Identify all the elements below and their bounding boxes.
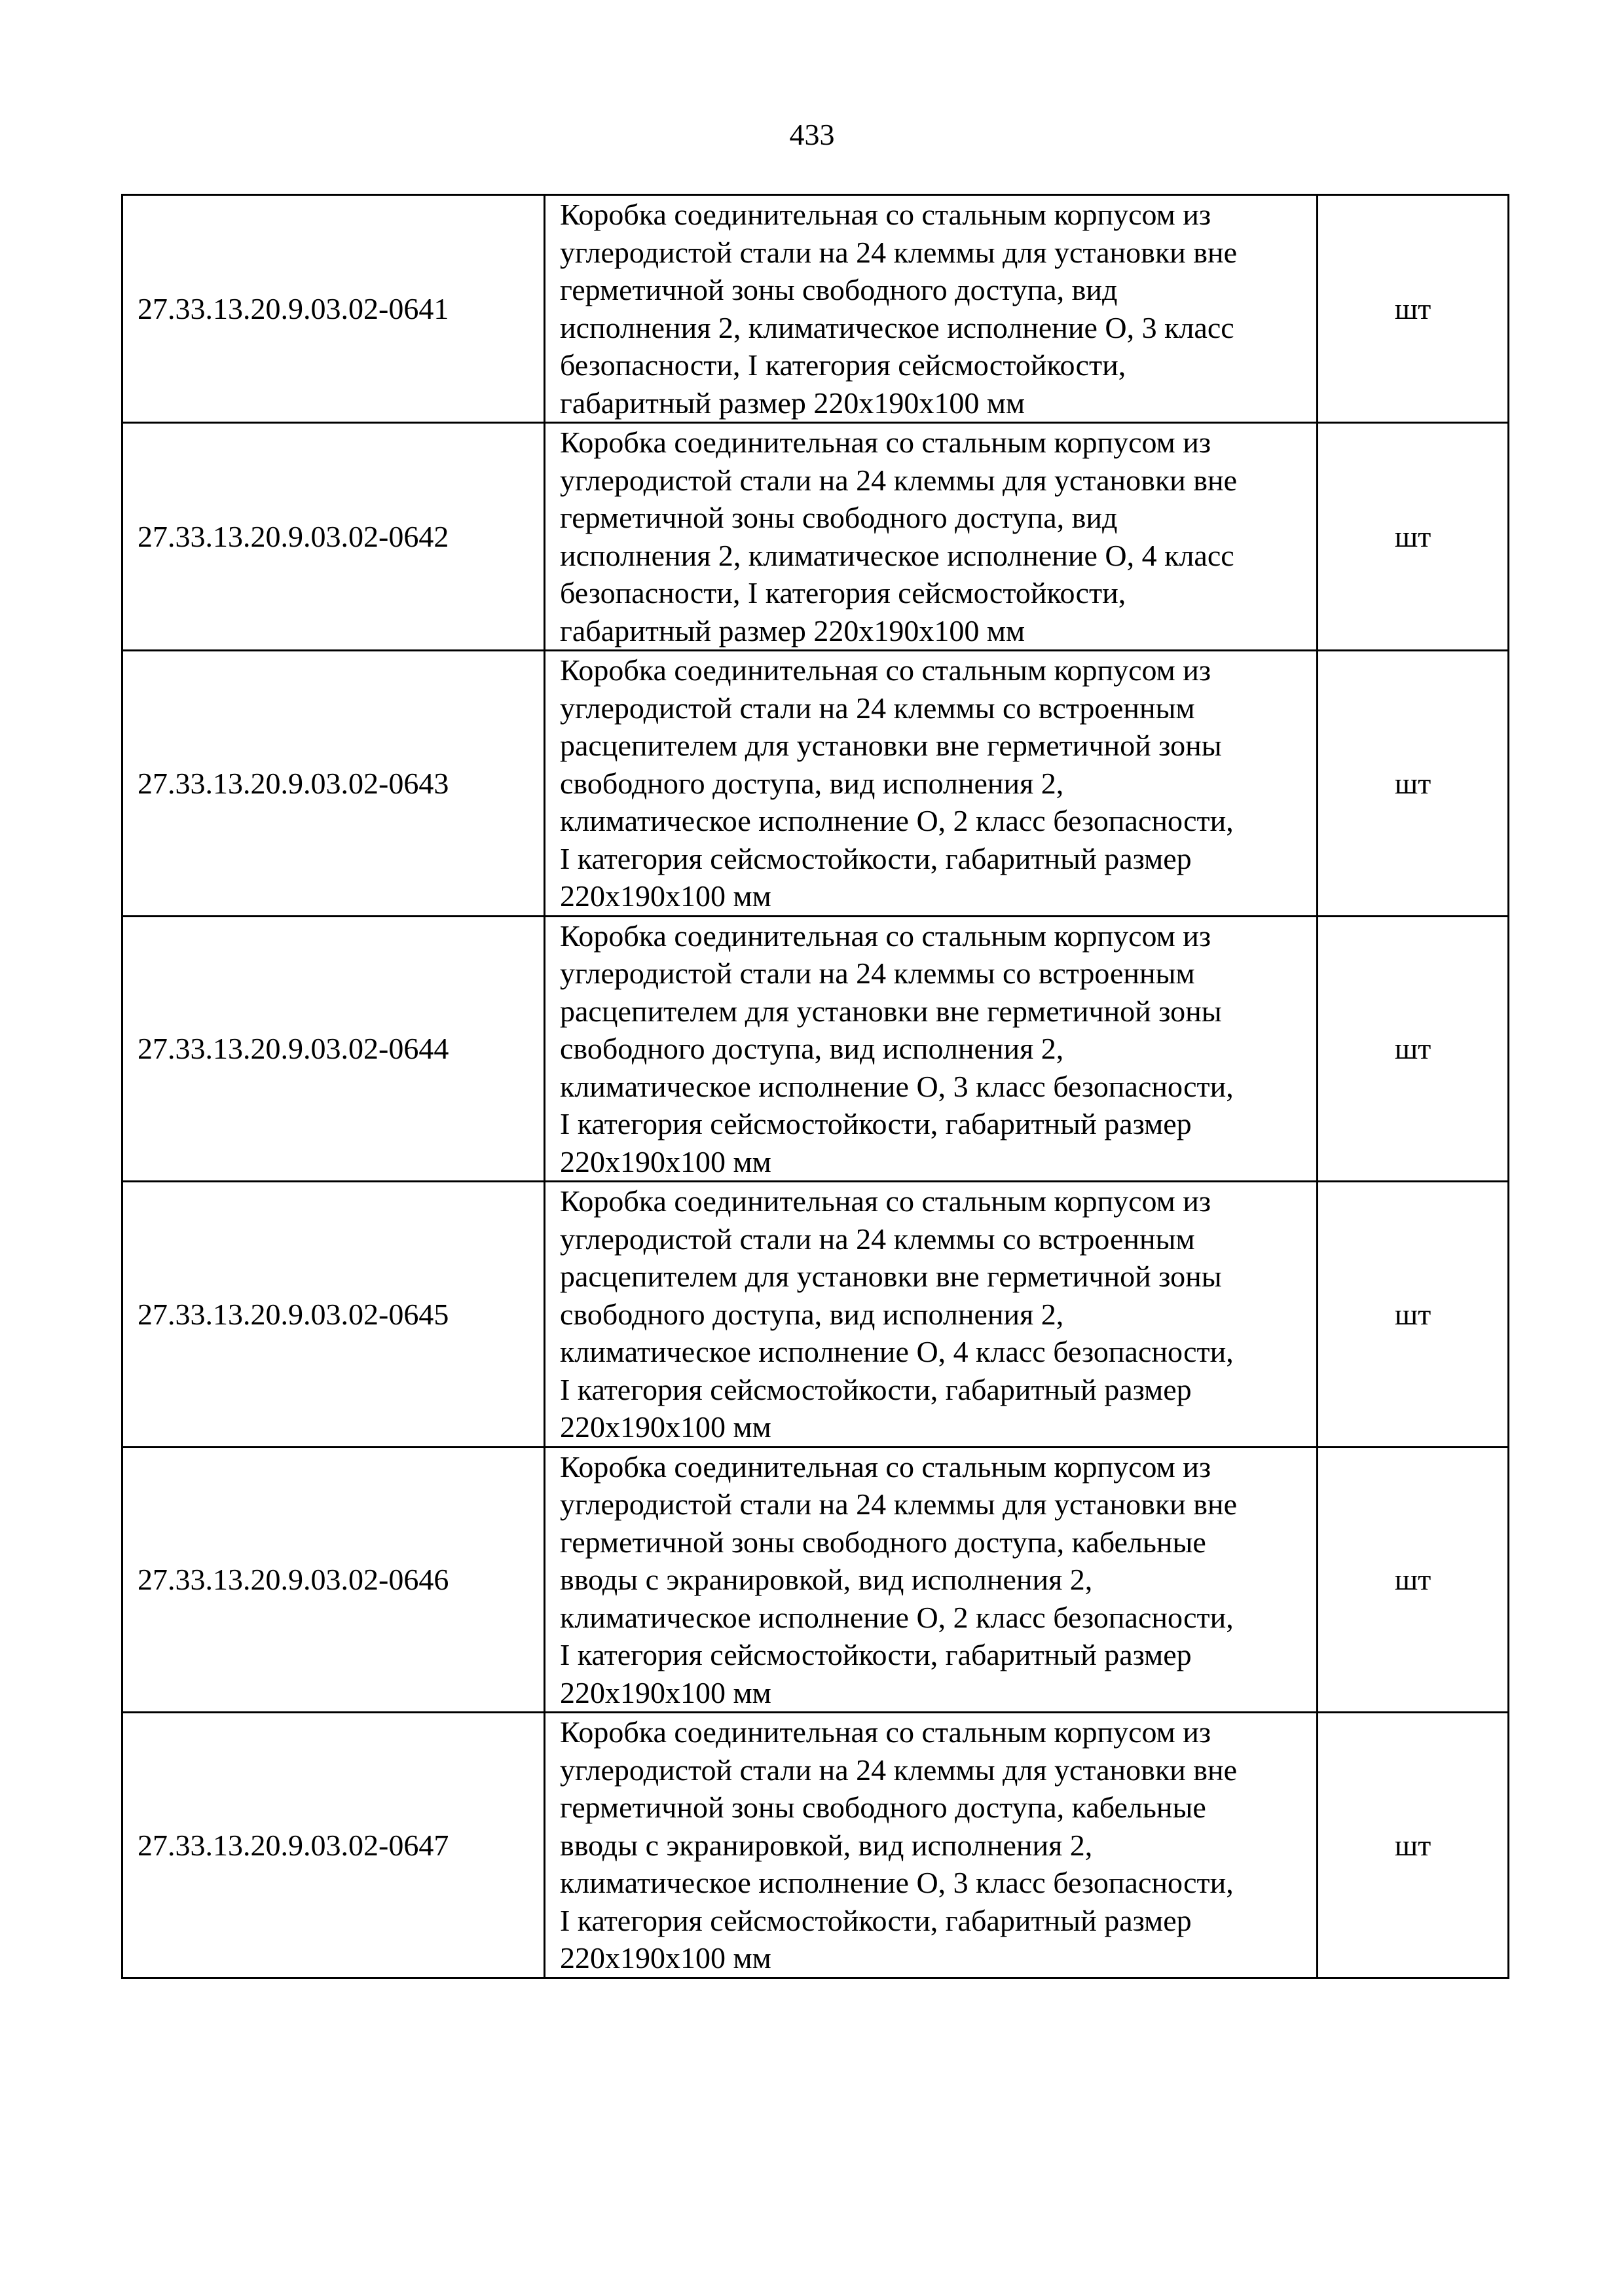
item-code: 27.33.13.20.9.03.02-0644 (122, 916, 545, 1182)
description-line: безопасности, I категория сейсмостойкости, (560, 348, 1126, 382)
item-description (545, 195, 1318, 423)
table-row (122, 1713, 1509, 1978)
item-code: 27.33.13.20.9.03.02-0647 (122, 1713, 545, 1978)
table-row (122, 651, 1509, 917)
description-line: исполнения 2, климатическое исполнение О, 3 класс (560, 310, 1234, 344)
item-unit: шт (1318, 195, 1509, 423)
description-line: вводы с экранировкой, вид исполнения 2, (560, 1828, 1093, 1862)
description-line: углеродистой стали на 24 клеммы со встроенным (560, 1222, 1195, 1256)
description-line: углеродистой стали на 24 клеммы для установки вне (560, 463, 1238, 497)
item-description (545, 423, 1318, 651)
description-line: вводы с экранировкой, вид исполнения 2, (560, 1563, 1093, 1596)
table-row (122, 195, 1509, 423)
description-line: герметичной зоны свободного доступа, кабельные (560, 1525, 1206, 1559)
item-unit: шт (1318, 1713, 1509, 1978)
description-line: климатическое исполнение О, 2 класс безопасности, (560, 804, 1234, 837)
description-line: Коробка соединительная со стальным корпусом из (560, 1184, 1211, 1218)
item-unit: шт (1318, 651, 1509, 917)
description-line: расцепителем для установки вне герметичной зоны (560, 1260, 1222, 1293)
description-line: 220х190х100 мм (560, 1410, 771, 1444)
description-line: герметичной зоны свободного доступа, вид (560, 273, 1118, 306)
table-row (122, 916, 1509, 1182)
item-description (545, 651, 1318, 917)
item-code: 27.33.13.20.9.03.02-0641 (122, 195, 545, 423)
description-line: углеродистой стали на 24 клеммы со встроенным (560, 957, 1195, 990)
description-line: углеродистой стали на 24 клеммы со встроенным (560, 691, 1195, 725)
description-line: расцепителем для установки вне герметичной зоны (560, 994, 1222, 1028)
item-unit: шт (1318, 1182, 1509, 1448)
description-line: климатическое исполнение О, 3 класс безопасности, (560, 1866, 1234, 1899)
item-unit: шт (1318, 423, 1509, 651)
description-line: углеродистой стали на 24 клеммы для установки вне (560, 235, 1238, 269)
description-line: I категория сейсмостойкости, габаритный размер (560, 1107, 1192, 1140)
item-code: 27.33.13.20.9.03.02-0642 (122, 423, 545, 651)
description-line: климатическое исполнение О, 3 класс безопасности, (560, 1069, 1234, 1103)
description-line: свободного доступа, вид исполнения 2, (560, 1297, 1064, 1331)
description-line: габаритный размер 220х190х100 мм (560, 613, 1025, 647)
description-line: климатическое исполнение О, 4 класс безопасности, (560, 1335, 1234, 1368)
description-line: Коробка соединительная со стальным корпусом из (560, 919, 1211, 953)
description-line: свободного доступа, вид исполнения 2, (560, 766, 1064, 800)
description-line: I категория сейсмостойкости, габаритный размер (560, 1903, 1192, 1937)
description-line: Коробка соединительная со стальным корпусом из (560, 426, 1211, 459)
description-line: I категория сейсмостойкости, габаритный размер (560, 1638, 1192, 1671)
items-table (121, 194, 1509, 1979)
item-code: 27.33.13.20.9.03.02-0646 (122, 1447, 545, 1713)
description-line: Коробка соединительная со стальным корпусом из (560, 1449, 1211, 1484)
description-line: углеродистой стали на 24 клеммы для установки вне (560, 1753, 1238, 1787)
description-line: 220х190х100 мм (560, 1941, 771, 1975)
description-line: 220х190х100 мм (560, 879, 771, 913)
item-code: 27.33.13.20.9.03.02-0643 (122, 651, 545, 917)
item-unit: шт (1318, 1447, 1509, 1713)
description-line: климатическое исполнение О, 2 класс безопасности, (560, 1600, 1234, 1634)
description-line: герметичной зоны свободного доступа, кабельные (560, 1791, 1206, 1824)
description-line: I категория сейсмостойкости, габаритный размер (560, 841, 1192, 875)
item-code: 27.33.13.20.9.03.02-0645 (122, 1182, 545, 1448)
item-description (545, 1713, 1318, 1978)
table-row (122, 1447, 1509, 1713)
table-row (122, 1182, 1509, 1448)
description-line: Коробка соединительная со стальным корпусом из (560, 1715, 1211, 1749)
description-line: безопасности, I категория сейсмостойкости, (560, 576, 1126, 610)
item-unit: шт (1318, 916, 1509, 1182)
page-number: 433 (789, 118, 835, 151)
description-line: 220х190х100 мм (560, 1675, 771, 1709)
description-line: габаритный размер 220х190х100 мм (560, 386, 1025, 420)
table-row (122, 423, 1509, 651)
description-line: исполнения 2, климатическое исполнение О, 4 класс (560, 538, 1234, 572)
description-line: свободного доступа, вид исполнения 2, (560, 1032, 1064, 1065)
description-line: расцепителем для установки вне герметичной зоны (560, 729, 1222, 762)
item-description (545, 916, 1318, 1182)
description-line: Коробка соединительная со стальным корпусом из (560, 653, 1211, 687)
description-line: I категория сейсмостойкости, габаритный размер (560, 1372, 1192, 1406)
description-line: Коробка соединительная со стальным корпусом из (560, 198, 1211, 231)
description-line: углеродистой стали на 24 клеммы для установки вне (560, 1487, 1238, 1521)
description-line: герметичной зоны свободного доступа, вид (560, 501, 1118, 534)
item-description (545, 1447, 1318, 1713)
item-description (545, 1182, 1318, 1448)
items-table-container (121, 194, 1507, 1979)
description-line: 220х190х100 мм (560, 1144, 771, 1178)
